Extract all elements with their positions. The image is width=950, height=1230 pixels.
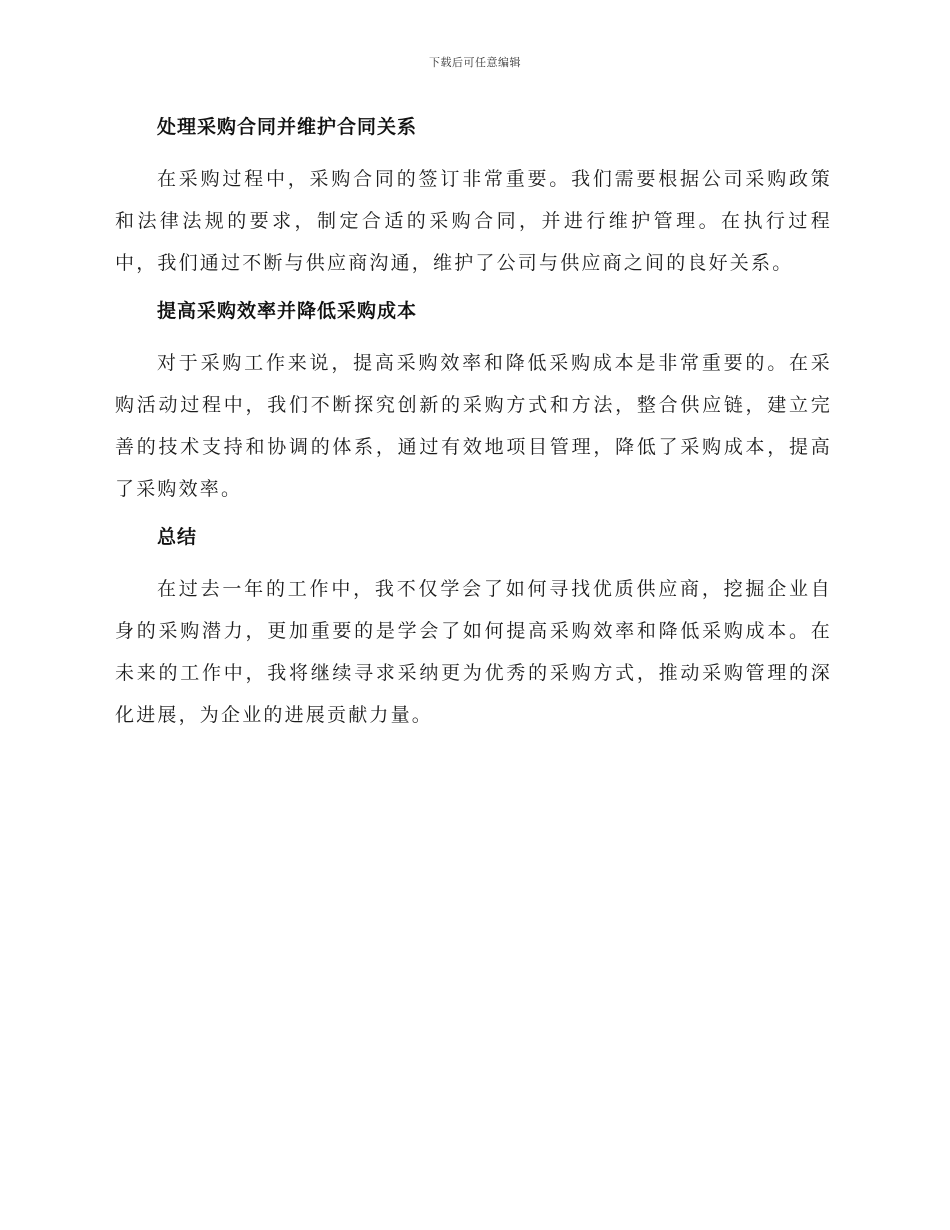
section-paragraph: 在过去一年的工作中，我不仅学会了如何寻找优质供应商，挖掘企业自身的采购潜力，更加重要的是学会了如何提高采购效率和降低采购成本。在未来的工作中，我将继续寻求采纳更为优秀的采购方式，推动采购管理的深化进展，为企业的进展贡献力量。 (115, 578, 832, 726)
section-contract (115, 112, 832, 284)
section-paragraph: 在采购过程中，采购合同的签订非常重要。我们需要根据公司采购政策和法律法规的要求，制定合适的采购合同，并进行维护管理。在执行过程中，我们通过不断与供应商沟通，维护了公司与供应商之间的良好关系。 (115, 168, 832, 274)
header-note: 下载后可任意编辑 (429, 56, 521, 69)
section-paragraph: 对于采购工作来说，提高采购效率和降低采购成本是非常重要的。在采购活动过程中，我们不断探究创新的采购方式和方法，整合供应链，建立完善的技术支持和协调的体系，通过有效地项目管理，降低了采购成本，提高了采购效率。 (115, 352, 832, 500)
document-body (115, 112, 832, 748)
section-summary (115, 522, 832, 736)
section-efficiency (115, 296, 832, 510)
section-heading: 提高采购效率并降低采购成本 (157, 300, 418, 322)
section-heading: 处理采购合同并维护合同关系 (157, 116, 418, 138)
section-heading: 总结 (157, 526, 198, 548)
